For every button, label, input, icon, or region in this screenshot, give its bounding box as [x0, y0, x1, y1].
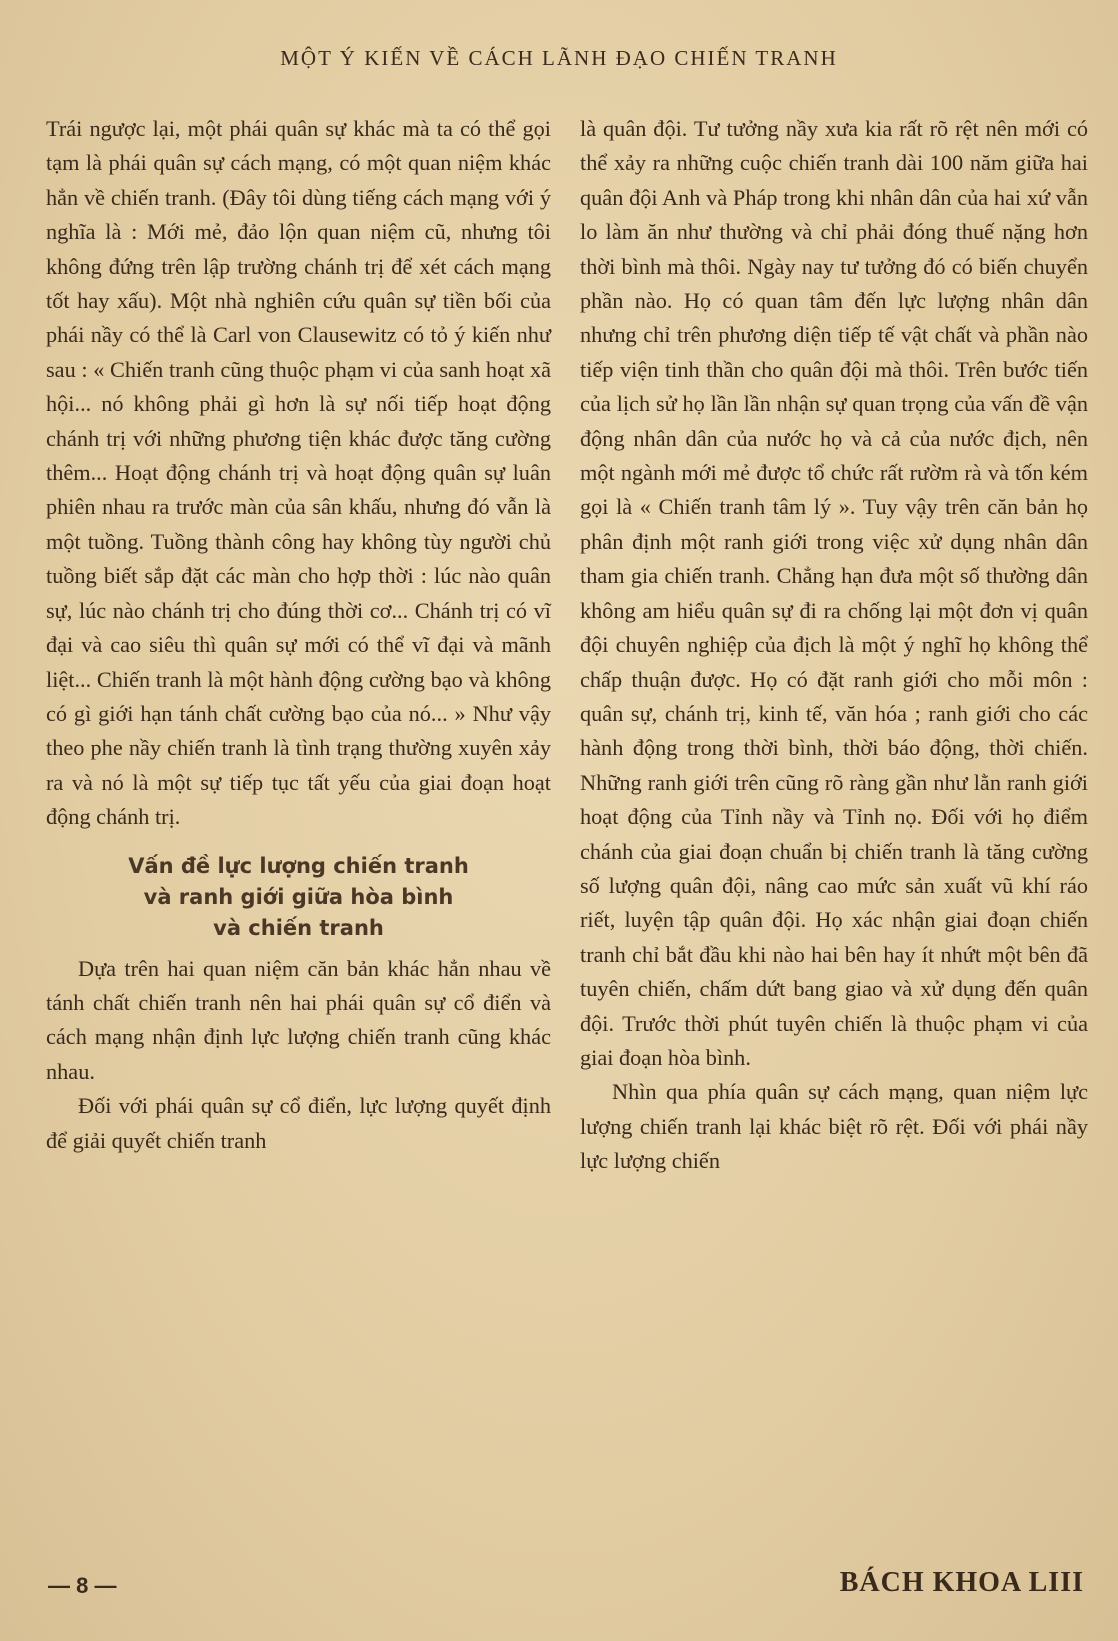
publication-name: BÁCH KHOA LIII [839, 1567, 1084, 1598]
left-column [46, 112, 551, 1158]
paragraph: Đối với phái quân sự cổ điển, lực lượng quyết định để giải quyết chiến tranh [46, 1093, 551, 1153]
section-heading-line: Vấn đề lực lượng chiến tranh [128, 853, 469, 878]
running-header: MỘT Ý KIẾN VỀ CÁCH LÃNH ĐẠO CHIẾN TRANH [280, 46, 838, 70]
section-heading [46, 851, 551, 944]
section-heading-line: và chiến tranh [213, 915, 384, 940]
right-column [580, 112, 1088, 1179]
section-heading-line: và ranh giới giữa hòa bình [143, 884, 454, 909]
paragraph: Trái ngược lại, một phái quân sự khác mà ta có thể gọi tạm là phái quân sự cách mạng, có một quan niệm khác hẳn về chiến tranh. (Đây tôi dùng tiếng cách mạng với ý nghĩa là : Mới mẻ, đảo lộn quan niệm cũ, nhưng tôi không đứng trên lập trường chánh trị để xét cách mạng tốt hay xấu). Một nhà nghiên cứu quân sự tiền bối của phái nầy có thể là Carl von Clausewitz có tỏ ý kiến như sau : « Chiến tranh cũng thuộc phạm vi của sanh hoạt xã hội... nó không phải gì hơn là sự nối tiếp hoạt động chánh trị với những phương tiện khác được tăng cường thêm... Hoạt động chánh trị và hoạt động quân sự luân phiên nhau ra trước màn của sân khấu, nhưng đó vẫn là một tuồng. Tuồng thành công hay không tùy người chủ tuồng biết sắp đặt các màn cho hợp thời : lúc nào quân sự, lúc nào chánh trị cho đúng thời cơ... Chánh trị có vĩ đại và cao siêu thì quân sự mới có thể vĩ đại và mãnh liệt... Chiến tranh là một hành động cường bạo và không có gì giới hạn tánh chất cường bạo của nó... » Như vậy theo phe nầy chiến tranh là tình trạng thường xuyên xảy ra và nó là một sự tiếp tục tất yếu của giai đoạn hoạt động chánh trị. [46, 116, 551, 830]
paragraph: Nhìn qua phía quân sự cách mạng, quan niệm lực lượng chiến tranh lại khác biệt rõ rệt. Đối với phái nầy lực lượng chiến [580, 1079, 1088, 1174]
paragraph: là quân đội. Tư tưởng nầy xưa kia rất rõ rệt nên mới có thể xảy ra những cuộc chiến tranh dài 100 năm giữa hai quân đội Anh và Pháp trong khi nhân dân của hai xứ vẫn lo làm ăn như thường và chỉ phải đóng thuế nặng hơn thời bình mà thôi. Ngày nay tư tưởng đó có biến chuyển phần nào. Họ có quan tâm đến lực lượng nhân dân nhưng chỉ trên phương diện tiếp tế vật chất và phần nào tiếp viện tinh thần cho quân đội mà thôi. Trên bước tiến của lịch sử họ lần lần nhận sự quan trọng của vấn đề vận động nhân dân của nước họ và cả của nước địch, nên một ngành mới mẻ được tổ chức rất rườm rà và tốn kém gọi là « Chiến tranh tâm lý ». Tuy vậy trên căn bản họ phân định một ranh giới trong việc xử dụng nhân dân tham gia chiến tranh. Chẳng hạn đưa một số thường dân không am hiểu quân sự đi ra chống lại một đơn vị quân đội chuyên nghiệp của địch là một ý nghĩ họ không thể chấp thuận được. Họ có đặt ranh giới cho mỗi môn : quân sự, chánh trị, kinh tế, văn hóa ; ranh giới cho các hành động trong thời bình, thời báo động, thời chiến. Những ranh giới trên cũng rõ ràng gần như lằn ranh giới hoạt động của Tỉnh nầy và Tỉnh nọ. Đối với họ điểm chánh của giai đoạn chuẩn bị chiến tranh là tăng cường số lượng quân đội, nâng cao mức sản xuất vũ khí ráo riết, luyện tập quân đội. Họ xác nhận giai đoạn chiến tranh chỉ bắt đầu khi nào hai bên hay ít nhứt một bên đã tuyên chiến, chấm dứt bang giao và xử dụng đến quân đội. Trước thời phút tuyên chiến là thuộc phạm vi của giai đoạn hòa bình. [580, 116, 1088, 1070]
paragraph: Dựa trên hai quan niệm căn bản khác hẳn nhau về tánh chất chiến tranh nên hai phái quân sự cổ điển và cách mạng nhận định lực lượng chiến tranh cũng khác nhau. [46, 955, 551, 1084]
page-number: — 8 — [48, 1573, 117, 1598]
